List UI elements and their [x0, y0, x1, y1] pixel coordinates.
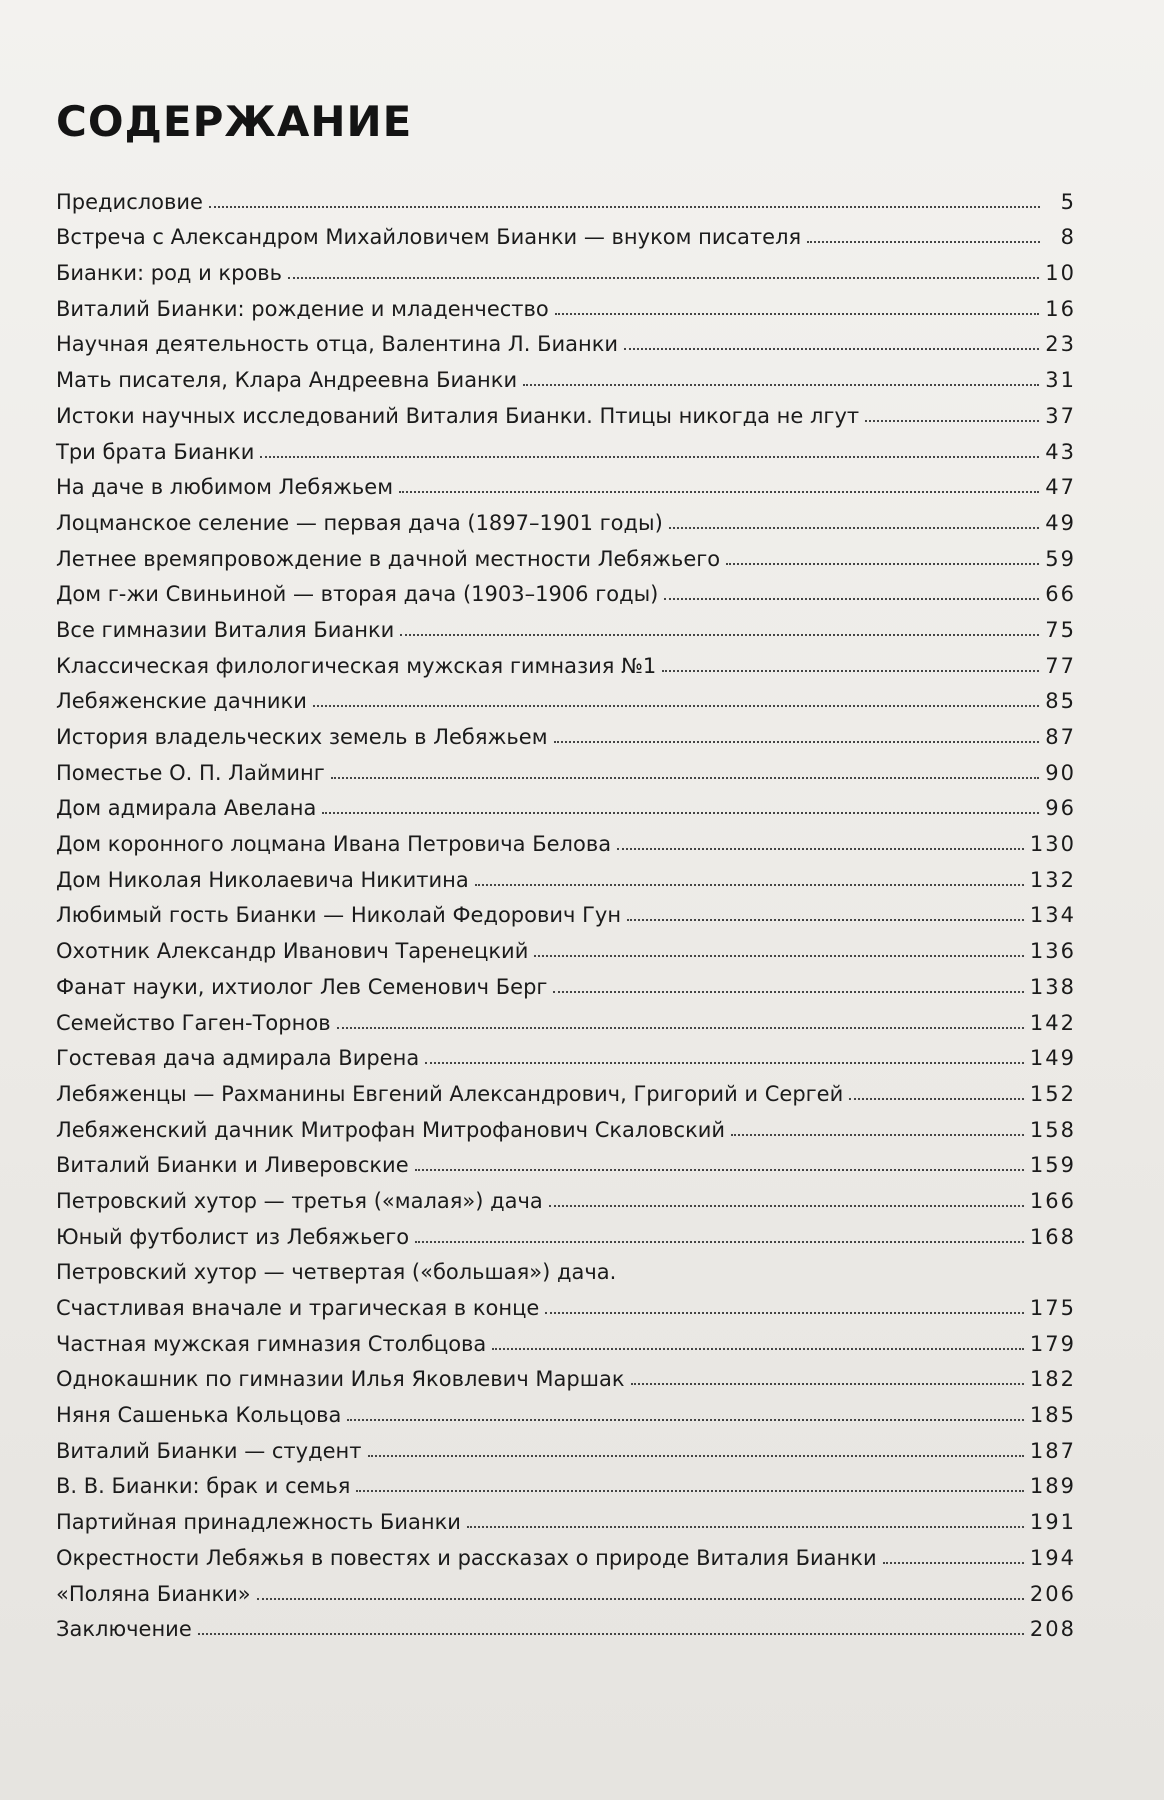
toc-entry [56, 678, 1076, 714]
toc-entry-page-number: 77 [1045, 653, 1076, 678]
toc-entry [56, 1213, 1076, 1249]
toc-entry [56, 178, 1076, 214]
toc-entry-page-number: 158 [1029, 1117, 1076, 1142]
toc-entry-title: История владельческих земель в Лебяжьем [56, 725, 548, 749]
toc-entry-page-number: 132 [1029, 867, 1076, 892]
toc-entry-title: Петровский хутор — третья («малая») дача [56, 1188, 543, 1213]
toc-entry-page-number: 175 [1029, 1296, 1076, 1320]
toc-entry-title: Лебяженцы — Рахманины Евгений Александрович, Григорий и Сергей [56, 1081, 844, 1106]
toc-entry [56, 1498, 1076, 1534]
toc-dot-leader [467, 1526, 1024, 1528]
toc-dot-leader [849, 1098, 1024, 1100]
toc-dot-leader [662, 670, 1039, 672]
toc-entry [56, 1427, 1076, 1463]
toc-entry [56, 963, 1076, 999]
toc-dot-leader [554, 741, 1040, 743]
toc-dot-leader [731, 1134, 1024, 1136]
toc-entry-title: Дом адмирала Авелана [56, 796, 317, 821]
toc-entry-title: Однокашник по гимназии Илья Яковлевич Маршак [56, 1367, 625, 1392]
toc-entry-title: Летнее времяпровождение в дачной местности Лебяжьего [56, 546, 721, 571]
toc-entry-page-number: 31 [1045, 368, 1076, 393]
toc-entry-page-number: 191 [1029, 1510, 1076, 1535]
toc-entry-title: Мать писателя, Клара Андреевна Бианки [56, 368, 518, 393]
toc-entry-title: Научная деятельность отца, Валентина Л. Бианки [56, 332, 619, 357]
toc-dot-leader [726, 563, 1039, 565]
toc-entry-page-number: 90 [1045, 760, 1076, 785]
toc-dot-leader [549, 1205, 1024, 1207]
toc-dot-leader [198, 1633, 1024, 1635]
toc-dot-leader [257, 1598, 1024, 1600]
toc-entry-title: Три брата Бианки [56, 439, 255, 464]
toc-entry-page-number: 59 [1045, 546, 1076, 571]
toc-entry [56, 927, 1076, 963]
toc-dot-leader [669, 527, 1039, 529]
toc-dot-leader [553, 991, 1023, 993]
toc-dot-leader [664, 598, 1039, 600]
toc-dot-leader [260, 456, 1039, 458]
page-title: СОДЕРЖАНИЕ [56, 97, 413, 146]
toc-dot-leader [400, 634, 1039, 636]
toc-entry-page-number: 152 [1029, 1081, 1076, 1106]
toc-entry-page-number: 8 [1060, 225, 1076, 250]
toc-dot-leader [331, 777, 1040, 779]
toc-dot-leader [807, 241, 1040, 243]
toc-entry [56, 1570, 1076, 1606]
toc-dot-leader [209, 206, 1040, 208]
toc-dot-leader [624, 348, 1039, 350]
toc-entry [56, 713, 1076, 749]
toc-entry-title: Заключение [56, 1617, 192, 1642]
toc-entry [56, 642, 1076, 678]
toc-entry [56, 428, 1076, 464]
toc-entry-page-number: 85 [1045, 689, 1076, 714]
toc-entry-title: Частная мужская гимназия Столбцова [56, 1331, 487, 1356]
toc-entry-title: Няня Сашенька Кольцова [56, 1403, 342, 1428]
toc-entry [56, 1284, 1076, 1320]
toc-entry [56, 785, 1076, 821]
toc-entry-page-number: 66 [1045, 582, 1076, 607]
toc-entry-page-number: 75 [1045, 617, 1076, 642]
toc-entry-page-number: 87 [1045, 725, 1076, 749]
toc-entry-title: Классическая филологическая мужская гимназия №1 [56, 653, 657, 678]
toc-entry-page-number: 37 [1045, 403, 1076, 428]
toc-entry-title: Виталий Бианки — студент [56, 1438, 362, 1463]
toc-entry-title: Семейство Гаген-Торнов [56, 1010, 331, 1035]
toc-entry [56, 1534, 1076, 1570]
toc-entry-title: Встреча с Александром Михайловичем Бианки — внуком писателя [56, 225, 802, 250]
toc-entry [56, 892, 1076, 928]
toc-dot-leader [617, 848, 1024, 850]
toc-entry [56, 1070, 1076, 1106]
toc-dot-leader [555, 313, 1040, 315]
toc-entry [56, 214, 1076, 250]
toc-entry [56, 1142, 1076, 1178]
toc-entry-page-number: 159 [1029, 1153, 1076, 1178]
toc-entry-title: Истоки научных исследований Виталия Бианки. Птицы никогда не лгут [56, 403, 860, 428]
toc-entry-page-number: 43 [1045, 439, 1076, 464]
toc-entry-title: Юный футболист из Лебяжьего [56, 1224, 410, 1249]
toc-dot-leader [865, 420, 1039, 422]
toc-entry [56, 606, 1076, 642]
toc-entry-title: Предисловие [56, 189, 203, 214]
toc-dot-leader [545, 1312, 1024, 1314]
toc-entry [56, 1606, 1076, 1642]
toc-dot-leader [475, 884, 1024, 886]
toc-entry [56, 499, 1076, 535]
toc-entry-title: Дом коронного лоцмана Ивана Петровича Белова [56, 832, 612, 857]
toc-entry-title: Дом Николая Николаевича Никитина [56, 867, 469, 892]
toc-entry-page-number: 187 [1029, 1438, 1076, 1463]
toc-entry-page-number: 5 [1060, 189, 1076, 214]
toc-entry [56, 249, 1076, 285]
toc-entry-page-number: 134 [1029, 903, 1076, 928]
toc-entry [56, 392, 1076, 428]
toc-dot-leader [631, 1383, 1024, 1385]
toc-entry-page-number: 149 [1029, 1046, 1076, 1071]
toc-entry-title: Окрестности Лебяжья в повестях и рассказах о природе Виталия Бианки [56, 1545, 877, 1570]
toc-entry-title: Гостевая дача адмирала Вирена [56, 1046, 420, 1071]
toc-entry-title: Поместье О. П. Лайминг [56, 760, 325, 785]
toc-entry-page-number: 189 [1029, 1474, 1076, 1499]
toc-entry [56, 1463, 1076, 1499]
toc-entry [56, 1391, 1076, 1427]
toc-entry [56, 1249, 1076, 1285]
toc-dot-leader [356, 1490, 1024, 1492]
toc-entry-title: Фанат науки, ихтиолог Лев Семенович Берг [56, 974, 548, 999]
toc-entry-page-number: 16 [1045, 296, 1076, 321]
toc-dot-leader [534, 955, 1024, 957]
toc-list [56, 178, 1076, 1641]
toc-entry [56, 999, 1076, 1035]
toc-entry-title: Охотник Александр Иванович Таренецкий [56, 939, 529, 964]
toc-dot-leader [347, 1419, 1023, 1421]
toc-entry-page-number: 206 [1029, 1581, 1076, 1606]
toc-entry [56, 464, 1076, 500]
toc-entry-title: Дом г-жи Свиньиной — вторая дача (1903–1906 годы) [56, 582, 659, 607]
toc-entry-page-number: 194 [1029, 1545, 1076, 1570]
toc-entry-page-number: 47 [1045, 475, 1076, 500]
toc-entry-title: Петровский хутор — четвертая («большая») дача. [56, 1260, 617, 1285]
toc-entry-page-number: 208 [1029, 1617, 1076, 1642]
toc-dot-leader [415, 1169, 1024, 1171]
toc-entry-page-number: 49 [1045, 510, 1076, 535]
toc-dot-leader [288, 277, 1039, 279]
toc-dot-leader [425, 1062, 1024, 1064]
toc-entry-page-number: 10 [1045, 261, 1076, 286]
toc-entry-title: Лебяженский дачник Митрофан Митрофанович Скаловский [56, 1117, 726, 1142]
toc-entry-page-number: 168 [1029, 1224, 1076, 1249]
toc-dot-leader [883, 1562, 1024, 1564]
toc-entry [56, 1320, 1076, 1356]
toc-entry-page-number: 185 [1029, 1403, 1076, 1428]
toc-entry-page-number: 182 [1029, 1367, 1076, 1392]
toc-entry [56, 356, 1076, 392]
toc-entry-page-number: 142 [1029, 1010, 1076, 1035]
toc-entry [56, 1356, 1076, 1392]
toc-entry [56, 285, 1076, 321]
toc-dot-leader [399, 491, 1039, 493]
toc-entry-page-number: 23 [1045, 332, 1076, 357]
toc-entry [56, 749, 1076, 785]
toc-dot-leader [322, 812, 1039, 814]
toc-entry-page-number: 136 [1029, 939, 1076, 964]
toc-entry [56, 1035, 1076, 1071]
toc-dot-leader [627, 919, 1024, 921]
toc-entry-title: Виталий Бианки и Ливеровские [56, 1153, 409, 1178]
toc-entry-title: Любимый гость Бианки — Николай Федорович Гун [56, 903, 622, 928]
toc-entry-title: Бианки: род и кровь [56, 261, 283, 286]
toc-entry [56, 571, 1076, 607]
toc-entry-page-number: 179 [1029, 1331, 1076, 1356]
toc-dot-leader [337, 1027, 1024, 1029]
toc-entry-title: Лоцманское селение — первая дача (1897–1901 годы) [56, 510, 663, 535]
toc-entry-title: Счастливая вначале и трагическая в конце [56, 1296, 540, 1320]
toc-entry [56, 856, 1076, 892]
toc-dot-leader [368, 1455, 1024, 1457]
toc-dot-leader [313, 705, 1039, 707]
toc-entry-title: Партийная принадлежность Бианки [56, 1510, 461, 1535]
toc-entry-title: В. В. Бианки: брак и семья [56, 1474, 351, 1499]
toc-dot-leader [492, 1348, 1024, 1350]
toc-entry [56, 820, 1076, 856]
toc-entry-page-number: 96 [1045, 796, 1076, 821]
toc-entry-page-number: 138 [1029, 974, 1076, 999]
toc-entry-title: «Поляна Бианки» [56, 1581, 251, 1606]
toc-dot-leader [523, 384, 1039, 386]
toc-entry-page-number: 166 [1029, 1188, 1076, 1213]
toc-entry-title: Все гимназии Виталия Бианки [56, 617, 395, 642]
toc-entry [56, 1106, 1076, 1142]
toc-entry-title: Виталий Бианки: рождение и младенчество [56, 296, 549, 321]
toc-entry [56, 535, 1076, 571]
toc-entry [56, 321, 1076, 357]
toc-dot-leader [415, 1241, 1024, 1243]
toc-entry [56, 1177, 1076, 1213]
toc-entry-title: Лебяженские дачники [56, 689, 307, 714]
toc-entry-page-number: 130 [1029, 832, 1076, 857]
toc-entry-title: На даче в любимом Лебяжьем [56, 475, 394, 500]
